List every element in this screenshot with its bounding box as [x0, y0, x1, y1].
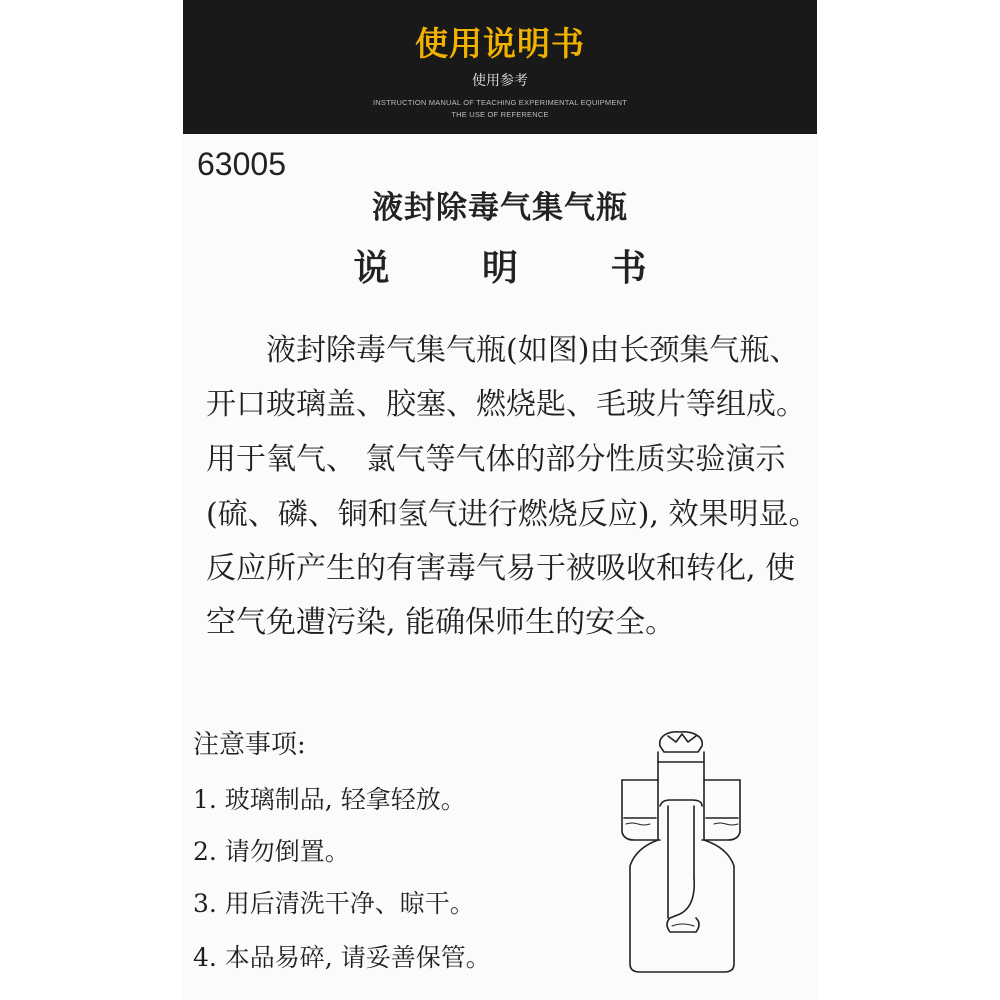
model-number: 63005: [197, 146, 286, 182]
document-title: 液封除毒气集气瓶: [372, 190, 628, 226]
note-item: 3. 用后清洗干净、晾干。: [193, 889, 475, 918]
paragraph-line: 用于氧气、 氯气等气体的部分性质实验演示: [206, 442, 786, 477]
note-item: 1. 玻璃制品, 轻拿轻放。: [193, 785, 466, 814]
notes-heading: 注意事项:: [193, 730, 306, 760]
banner-english-line-1: INSTRUCTION MANUAL OF TEACHING EXPERIMENTAL EQUIPMENT: [373, 98, 627, 107]
note-item: 2. 请勿倒置。: [193, 837, 350, 866]
paragraph-line: 开口玻璃盖、胶塞、燃烧匙、毛玻片等组成。: [206, 387, 806, 422]
paragraph-line: 反应所产生的有害毒气易于被吸收和转化, 使: [206, 551, 796, 586]
header-banner: [183, 0, 817, 134]
banner-title: 使用说明书: [415, 24, 585, 63]
banner-subtitle: 使用参考: [472, 73, 528, 89]
document-subtitle: 说 明 书: [353, 248, 687, 289]
paragraph-line: 液封除毒气集气瓶(如图)由长颈集气瓶、: [206, 333, 800, 368]
gas-collecting-bottle-icon: [610, 728, 760, 978]
note-item: 4. 本品易碎, 请妥善保管。: [193, 943, 491, 972]
paragraph-line: (硫、磷、铜和氢气进行燃烧反应), 效果明显。: [206, 497, 819, 532]
banner-english-line-2: THE USE OF REFERENCE: [451, 110, 549, 119]
paragraph-line: 空气免遭污染, 能确保师生的安全。: [206, 605, 676, 640]
